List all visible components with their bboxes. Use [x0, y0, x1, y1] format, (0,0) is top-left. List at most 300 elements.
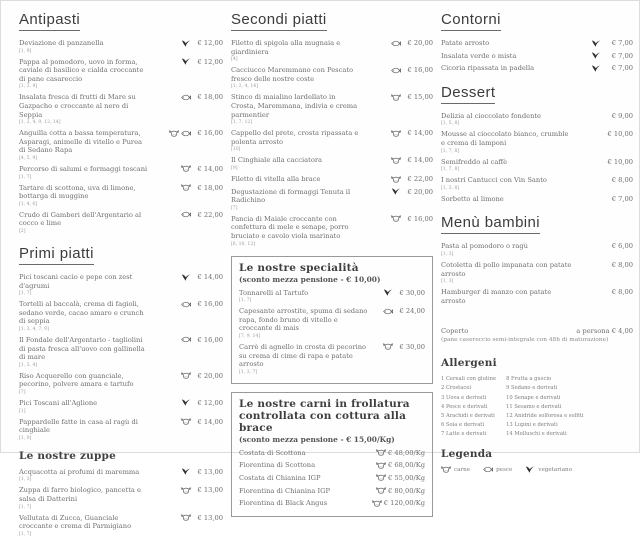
cow-icon [441, 466, 451, 473]
dish-name: Cicoria ripassata in padella [441, 64, 535, 73]
allergen-numbers: [7] [19, 389, 26, 395]
dish-price: € 6,00 [611, 242, 633, 251]
allergen-numbers: [1, 7] [19, 174, 32, 180]
price-group [600, 261, 633, 269]
menu-item [231, 93, 433, 125]
allergen-numbers: [1, 7] [19, 504, 32, 510]
section-title: Le nostre carni in frollatura controllata con cottura alla brace [239, 397, 410, 434]
dish-name: Filetto di spigola alla mugnaia e giardiniera [231, 39, 341, 56]
dish-name: Semifreddo al caffè [441, 157, 508, 166]
dish-price: € 20,00 [407, 39, 433, 47]
price-group [178, 336, 223, 344]
price-group [600, 176, 633, 184]
menu-item [441, 195, 633, 204]
menu-item-text [239, 461, 315, 470]
allergen-entry: 7 Latte e derivati [441, 430, 487, 437]
dish-name: Il Fondale dell'Argentario - tagliolini di pasta fresca all'uovo con gallinella di mare [19, 335, 145, 362]
dish-name: Carrè di agnello in crosta di pecorino su crema di cime di rapa e patate arrosto [239, 342, 367, 369]
menu-item [239, 307, 425, 339]
dish-price: € 12,00 [197, 39, 223, 47]
section-le-nostre-carni-in-frollatura-controllata-con-cottura-alla-brace [231, 392, 433, 517]
dish-price: € 13,00 [197, 486, 223, 495]
dish-name: Pici toscani cacio e pepe con zest d'agrumi [19, 273, 133, 290]
allergen-numbers: [4, 5, 9] [19, 155, 38, 161]
menu-item-text [19, 372, 150, 395]
allergen-numbers: [1, 7, 12] [231, 120, 253, 126]
cow-icon [181, 418, 191, 425]
menu-item [19, 486, 223, 509]
dish-price: € 80,00/Kg [387, 486, 425, 495]
allergen-entry: 8 Frutta a guscio [506, 376, 552, 383]
menu-item [19, 468, 223, 483]
dish-price: € 8,00 [611, 288, 633, 297]
price-group [373, 461, 425, 469]
menu-item [239, 343, 425, 375]
menu-item [239, 487, 425, 496]
menu-item [19, 93, 223, 125]
section-title: Secondi piatti [231, 11, 327, 31]
price-group [178, 399, 223, 407]
allergen-numbers: [1, 3] [19, 477, 32, 483]
menu-item-text [19, 486, 150, 509]
dish-price: € 9,00 [611, 111, 633, 120]
fish-icon [181, 211, 191, 218]
dish-price: € 10,00 [607, 157, 633, 166]
menu-item-text [19, 336, 150, 368]
allergen-numbers: [6, 10, 12] [231, 241, 256, 247]
leaf-icon [525, 466, 535, 473]
menu-item [19, 273, 223, 296]
allergen-numbers: [1, 9] [19, 48, 32, 54]
dish-price: € 16,00 [197, 300, 223, 309]
menu-item [19, 399, 223, 414]
legend-row [441, 466, 633, 473]
legend-label: vegetariano [538, 466, 572, 473]
price-group [178, 58, 223, 66]
cow-icon [181, 487, 191, 494]
fish-icon [181, 130, 191, 137]
dish-price: € 48,00/Kg [387, 448, 425, 457]
dish-price: € 16,00 [407, 66, 433, 75]
price-group [373, 487, 425, 495]
section-title: Primi piatti [19, 245, 94, 265]
dish-price: € 18,00 [197, 93, 223, 102]
leaf-icon [591, 52, 601, 59]
section-subtitle: (sconto mezza pensione - € 10,00) [239, 274, 381, 284]
dish-price: € 16,00 [407, 214, 433, 223]
coperto-note: (pane casereccio semi-integrale con 48h di maturazione) [441, 337, 609, 344]
leaf-icon [181, 40, 191, 47]
fish-icon [391, 40, 401, 47]
price-group [178, 273, 223, 281]
price-group [588, 64, 633, 72]
leaf-icon [383, 289, 393, 296]
column-secondi-specialita [231, 9, 433, 525]
cow-icon [181, 372, 191, 379]
section-secondi-piatti [231, 9, 433, 247]
dish-price: € 30,00 [399, 342, 425, 351]
fish-icon [391, 67, 401, 74]
cow-icon [181, 165, 191, 172]
leaf-icon [181, 468, 191, 475]
fish-icon [483, 466, 493, 473]
section-title: Antipasti [19, 11, 80, 31]
price-group [178, 211, 223, 219]
menu-item-text [19, 93, 150, 125]
menu-item-text [19, 58, 150, 90]
allergen-numbers: [1] [19, 408, 26, 414]
menu-item [19, 39, 223, 54]
coperto-label: Coperto [441, 327, 469, 336]
dish-name: Vellutata di Zucca, Guanciale croccante e crema di Parmigiano [19, 513, 132, 531]
dish-name: Tartare di scottona, uva di limone, bottarga di muggine [19, 183, 136, 201]
allergen-numbers: [1, 3, 8] [441, 185, 460, 191]
allergen-numbers: [1, 4, 6] [19, 201, 38, 207]
cow-icon [376, 474, 386, 481]
dish-price: € 14,00 [197, 273, 223, 281]
cow-icon [391, 94, 401, 101]
legend-entry-vegetariano [525, 466, 572, 473]
price-group [388, 39, 433, 47]
price-group [178, 372, 223, 380]
dish-price: € 15,00 [407, 93, 433, 102]
menu-item-text [19, 300, 150, 332]
allergen-entry: 13 Lupini e derivati [506, 421, 558, 428]
cow-icon [376, 462, 386, 469]
dish-name: Capesante arrostite, spuma di sedano rapa, fondo bruno di vitello e croccante di mais [239, 307, 368, 333]
dish-name: Patate arrosto [441, 39, 490, 47]
allergen-entry: 10 Senape e derivati [506, 394, 561, 401]
dish-name: Anguilla cotta a bassa temperatura, Asparagi, animelle di vitello e Purea di Sedano Rapa [19, 129, 143, 155]
dish-price: € 13,00 [197, 467, 223, 476]
price-group [178, 39, 223, 47]
menu-item-text [239, 289, 308, 304]
allergen-numbers: [1, 7, 8] [441, 167, 460, 173]
allergen-numbers: [1, 2, 4, 9, 12, 14] [19, 120, 61, 126]
allergen-entry: 6 Soia e derivati [441, 421, 485, 428]
dish-price: € 12,00 [197, 57, 223, 66]
dish-price: € 16,00 [197, 335, 223, 344]
dish-name: Pasta al pomodoro o ragù [441, 242, 528, 251]
menu-item [441, 176, 633, 191]
price-group [388, 66, 433, 74]
price-group [178, 486, 223, 494]
dish-name: Degustazione di formaggi Tenuta il Radichino [231, 187, 351, 205]
menu-item [239, 289, 425, 304]
allergen-numbers: [1, 7, 8] [441, 148, 460, 154]
dish-name: Pancia di Maiale croccante con confettura di mele e senape, porro bruciato e cavolo viola marinato [231, 214, 349, 240]
dish-price: € 7,00 [611, 194, 633, 203]
menu-item [231, 188, 433, 211]
menu-item-text [441, 195, 504, 204]
legend-entry-carne [441, 466, 470, 473]
menu-item-text [19, 184, 150, 207]
menu-item-text [441, 52, 516, 61]
menu-item-text [19, 165, 147, 180]
section-title: Le nostre specialità [239, 261, 359, 274]
fish-icon [181, 94, 191, 101]
allergen-entry: 3 Uova e derivati [441, 394, 487, 401]
dish-price: € 16,00 [197, 129, 223, 138]
menu-item [19, 58, 223, 90]
cow-icon [376, 487, 386, 494]
allergen-numbers: [1, 3, 7] [239, 369, 258, 375]
leaf-icon [391, 188, 401, 195]
menu-item-text [19, 399, 97, 414]
menu-item-text [441, 130, 572, 153]
dish-price: € 7,00 [611, 39, 633, 47]
price-group [600, 112, 633, 120]
menu-item-text [239, 343, 370, 375]
price-group [178, 93, 223, 101]
menu-item [441, 288, 633, 305]
menu-item-text [19, 418, 150, 441]
dish-price: € 7,00 [611, 51, 633, 60]
dish-price: € 68,00/Kg [387, 461, 425, 470]
leaf-icon [181, 399, 191, 406]
allergen-numbers: [1, 9] [19, 435, 32, 441]
allergen-list [441, 375, 633, 439]
fish-icon [181, 336, 191, 343]
coperto-price: a persona € 4,00 [576, 327, 633, 336]
dish-price: € 55,00/Kg [387, 473, 425, 482]
price-group [178, 418, 223, 426]
price-group [388, 129, 433, 137]
dish-name: Tonnarelli al Tartufo [239, 288, 309, 297]
price-group [178, 184, 223, 192]
dish-name: Pappardelle fatte in casa al ragù di cinghiale [19, 417, 138, 435]
section-antipasti [19, 9, 223, 234]
allergen-column-1 [441, 375, 496, 439]
price-group [388, 215, 433, 223]
menu-item-text [231, 156, 322, 171]
dish-name: Fiorentina di Chianina IGP [239, 486, 330, 495]
menu-item [19, 165, 223, 180]
menu-item-text [441, 288, 572, 305]
menu-item [19, 211, 223, 234]
dish-name: Fiorentina di Scottona [239, 461, 316, 470]
menu-item [19, 300, 223, 332]
dish-name: Sorbetto al limone [441, 194, 504, 203]
dish-price: € 14,00 [197, 164, 223, 173]
menu-item [19, 514, 223, 537]
leaf-icon [591, 40, 601, 47]
menu-item [441, 242, 633, 257]
menu-item-text [19, 129, 150, 161]
dish-price: € 22,00 [407, 175, 433, 184]
dish-price: € 8,00 [611, 261, 633, 270]
dish-name: Pappa al pomodoro, uovo in forma, caviale di basilico e cialda croccante di pane casareccio [19, 57, 144, 83]
menu-item [231, 129, 433, 152]
fish-icon [383, 308, 393, 315]
allergen-numbers: [1, 2, 4, 14] [231, 84, 258, 90]
allergen-numbers: [1, 7] [239, 298, 252, 304]
dish-name: Stinco di maialino lardellato in Crosta, Maremmana, indivia e crema parmentier [231, 93, 358, 119]
section-title: Contorni [441, 11, 501, 31]
price-group [369, 499, 425, 507]
column-contorni-dessert [441, 9, 633, 482]
dish-name: Insalata fresca di frutti di Mare su Gazpacho e croccante al nero di Seppia [19, 93, 136, 119]
menu-item-text [239, 499, 327, 508]
allergen-numbers: [1, 3, 4, 7, 9] [19, 326, 49, 332]
allergen-numbers: [1, 5, 8] [441, 121, 460, 127]
dish-name: Cappello del prete, crosta ripassata e polenta arrosto [231, 129, 359, 146]
allergen-numbers: [10] [231, 147, 241, 153]
menu-item [231, 215, 433, 247]
allergen-column-2 [506, 375, 583, 439]
cow-icon [181, 514, 191, 521]
dish-price: € 20,00 [407, 187, 433, 196]
menu-item [231, 156, 433, 171]
section-le-nostre-zuppe [19, 450, 223, 537]
dish-name: Crudo di Gamberi dell'Argentario al cocco e lime [19, 210, 142, 228]
allergen-entry: 5 Arachidi e derivati [441, 412, 495, 419]
menu-item-text [441, 112, 541, 127]
section-le-nostre-specialit- [231, 256, 433, 384]
menu-item-text [231, 188, 362, 211]
allergen-numbers: [1, 3] [441, 279, 454, 285]
menu-item-text [231, 39, 362, 62]
allergen-numbers: [1, 7] [19, 291, 32, 297]
price-group [178, 165, 223, 173]
allergen-numbers: [2] [19, 228, 26, 234]
allergen-entry: 11 Sesamo e derivati [506, 403, 562, 410]
menu-item [231, 175, 433, 184]
dish-name: Cotoletta di pollo impanata con patate arrosto [441, 261, 572, 278]
menu-item [441, 64, 633, 73]
menu-item [441, 130, 633, 153]
price-group [600, 130, 633, 138]
menu-item [19, 372, 223, 395]
leaf-icon [181, 58, 191, 65]
legend-label: pesce [496, 466, 513, 473]
dish-name: Costata di Scottona [239, 448, 306, 457]
menu-item-text [239, 474, 321, 483]
dish-price: € 8,00 [611, 176, 633, 185]
price-group [178, 300, 223, 308]
fish-icon [181, 301, 191, 308]
dish-name: Mousse al cioccolato bianco, crumble e crema di lamponi [441, 130, 569, 147]
dish-name: Zuppa di farro biologico, pancetta e salsa di Datterini [19, 486, 141, 503]
allergen-entry: 9 Sedano e derivati [506, 385, 558, 392]
column-antipasti-primi [19, 9, 223, 546]
section-title: Le nostre zuppe [19, 449, 116, 462]
allergen-numbers: [7, 9, 14] [239, 333, 261, 339]
dish-name: Hamburger di manzo con patate arrosto [441, 288, 552, 305]
dish-price: € 14,00 [407, 156, 433, 165]
price-group [373, 474, 425, 482]
cow-icon [181, 184, 191, 191]
dish-name: Pici Toscani all'Aglione [19, 398, 98, 407]
menu-item [239, 449, 425, 458]
allergen-numbers: [7] [231, 205, 238, 211]
coperto-block [441, 327, 633, 343]
allergen-entry: 14 Molluschi e derivati [506, 430, 567, 437]
menu-item [239, 461, 425, 470]
dish-name: I nostri Cantucci con Vin Santo [441, 176, 547, 185]
price-group [600, 288, 633, 296]
menu-item-text [441, 176, 547, 191]
leaf-icon [591, 65, 601, 72]
section-title: Menù bambini [441, 214, 540, 234]
price-group [588, 52, 633, 60]
menu-item-text [19, 514, 150, 537]
legend-label: carne [454, 466, 471, 473]
menu-item-text [19, 468, 139, 483]
menu-item [231, 39, 433, 62]
menu-item-text [231, 66, 362, 89]
allergen-entry: 4 Pesce e derivati [441, 403, 488, 410]
menu-item-text [19, 273, 150, 296]
section-legenda [441, 448, 633, 473]
menu-item [231, 66, 433, 89]
cow-icon [391, 215, 401, 222]
menu-item [239, 499, 425, 508]
menu-item [441, 158, 633, 173]
dish-name: Tortelli al baccalà, crema di fagioli, sedano verde, cacao amaro e crunch di seppia [19, 300, 144, 326]
dish-price: € 12,00 [197, 398, 223, 407]
menu-item-text [441, 261, 572, 284]
price-group [388, 175, 433, 183]
dish-price: € 10,00 [607, 130, 633, 139]
allergen-numbers: [4] [231, 57, 238, 63]
dish-name: Insalata verde o mista [441, 51, 517, 60]
section-men-bambini [441, 212, 633, 305]
menu-item-text [19, 39, 103, 54]
menu-item-text [441, 242, 528, 257]
dish-name: Percorso di salumi e formaggi toscani [19, 164, 148, 173]
price-group [388, 188, 433, 196]
price-group [166, 129, 223, 137]
dish-name: Delizia al cioccolato fondente [441, 111, 542, 120]
allergen-entry: 12 Anidride solforosa e solfiti [506, 412, 584, 419]
dish-name: Deviazione di panzanella [19, 39, 104, 47]
section-title: Legenda [441, 448, 493, 461]
dish-price: € 22,00 [197, 210, 223, 219]
allergen-entry: 2 Crostacei [441, 385, 471, 392]
coperto-row [441, 327, 633, 335]
dish-price: € 14,00 [197, 417, 223, 426]
dish-price: € 24,00 [399, 307, 425, 316]
menu-item [19, 129, 223, 161]
menu-item-text [441, 158, 507, 173]
leaf-icon [181, 274, 191, 281]
price-group [588, 39, 633, 47]
dish-name: Il Cinghiale alla cacciatora [231, 156, 323, 165]
cow-icon [391, 176, 401, 183]
allergen-numbers: [9] [231, 165, 238, 171]
price-group [178, 514, 223, 522]
dish-price: € 18,00 [197, 183, 223, 192]
dish-price: € 20,00 [197, 371, 223, 380]
price-group [380, 343, 425, 351]
cow-icon [383, 343, 393, 350]
menu-item-text [19, 211, 150, 234]
section-dessert [441, 82, 633, 204]
allergen-numbers: [1, 3] [441, 251, 454, 257]
menu-item-text [231, 215, 362, 247]
price-group [178, 468, 223, 476]
menu-item-text [239, 449, 306, 458]
section-allergeni [441, 357, 633, 439]
dish-name: Fiorentina di Black Angus [239, 499, 328, 508]
allergen-numbers: [1, 7] [19, 531, 32, 537]
section-title: Dessert [441, 84, 495, 104]
allergen-numbers: [1, 3, 9] [19, 84, 38, 90]
price-group [600, 242, 633, 250]
section-primi-piatti [19, 243, 223, 441]
cow-icon [372, 500, 382, 507]
